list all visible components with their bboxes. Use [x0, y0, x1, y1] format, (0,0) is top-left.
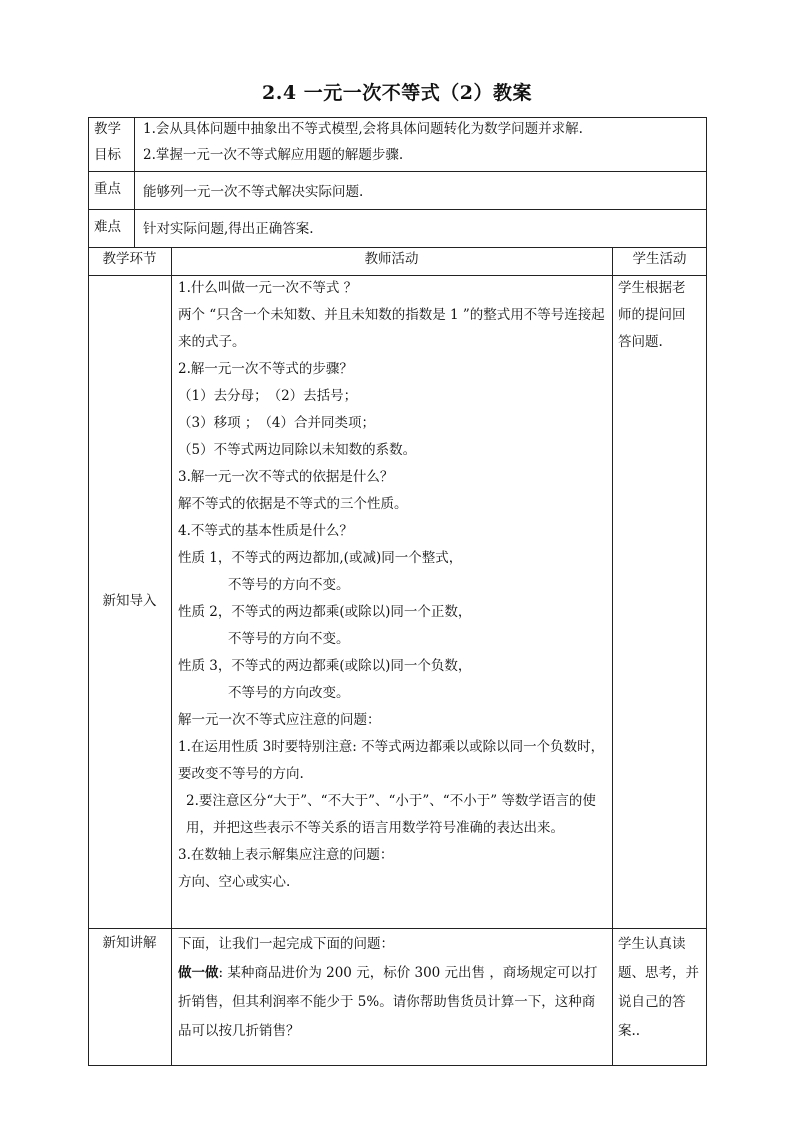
teacher-line: 2.要注意区分“大于”、“不大于”、“小于”、“不小于” 等数学语言的使用，并把这些表示不等关系的语言用数学符号准确的表达出来。: [186, 793, 596, 836]
student-line: 说自己的答: [618, 994, 686, 1010]
objectives-row-divider: [88, 171, 707, 172]
student-line: 题、思考，并: [618, 965, 699, 981]
teacher-line: 性质 1，不等式的两边都加,(或减)同一个整式，: [178, 550, 463, 566]
student-activity-intro: [618, 275, 704, 356]
try-label: 做一做: [178, 965, 219, 981]
student-line: 师的提问回: [618, 307, 686, 323]
difficulty-text: 针对实际问题,得出正确答案.: [143, 221, 314, 237]
teacher-line: 不等号的方向不变。: [228, 631, 350, 647]
stage-column-divider: [171, 248, 172, 1066]
difficulty-label: 难点: [94, 219, 121, 235]
teacher-line: 性质 2，不等式的两边都乘(或除以)同一个正数，: [178, 604, 472, 620]
document-title: 2.4 一元一次不等式（2）教案: [262, 82, 532, 104]
teacher-line: 方向、空心或实心.: [178, 874, 291, 890]
teacher-line: 性质 3，不等式的两边都乘(或除以)同一个负数，: [178, 658, 472, 674]
teacher-line: 两个 “只含一个未知数、并且未知数的指数是 1 ”的整式用不等号连接起来的式子。: [178, 307, 605, 350]
goal-label-1: 教学: [94, 121, 121, 137]
student-column-divider: [612, 248, 613, 1066]
teacher-line: 3.在数轴上表示解集应注意的问题：: [178, 847, 394, 863]
teacher-line: 1.在运用性质 3时要特别注意: 不等式两边都乘以或除以同一个负数时，要改变不等号的方向.: [178, 739, 605, 782]
key-label: 重点: [94, 181, 121, 197]
row-divider: [88, 928, 707, 929]
student-line: 学生认真读: [618, 936, 686, 952]
objectives-divider: [134, 117, 135, 248]
student-line: 学生根据老: [618, 280, 686, 296]
teacher-activity-explain: [178, 930, 608, 1046]
stage-explain: 新知讲解: [102, 935, 157, 951]
teacher-line: （5）不等式两边同除以未知数的系数。: [178, 442, 417, 458]
student-line: 案..: [618, 1023, 641, 1039]
header-stage: 教学环节: [102, 251, 157, 267]
teacher-activity-intro: [178, 275, 608, 896]
goal-label-2: 目标: [94, 147, 121, 163]
teacher-line: （3）移项 ； （4）合并同类项；: [178, 415, 375, 431]
goal-line-2: 2.掌握一元一次不等式解应用题的解题步骤.: [143, 147, 404, 163]
teacher-line: 4.不等式的基本性质是什么？: [178, 523, 353, 539]
header-teacher: 教师活动: [364, 251, 419, 267]
teacher-line: 不等号的方向改变。: [228, 685, 350, 701]
teacher-line: （1）去分母； （2）去括号；: [178, 388, 358, 404]
try-text: : 某种商品进价为 200 元，标价 300 元出售 ，商场规定可以打折销售，但其利润率不能少于 5%。请你帮助售货员计算一下，这种商品可以按几折销售？: [178, 965, 598, 1039]
teacher-line: 2.解一元一次不等式的步骤？: [178, 361, 353, 377]
student-activity-explain: [618, 930, 704, 1046]
teacher-line: 1.什么叫做一元一次不等式 ？: [178, 280, 358, 296]
student-line: 答问题.: [618, 334, 663, 350]
teacher-line: 解不等式的依据是不等式的三个性质。: [178, 496, 408, 512]
teacher-line: 3.解一元一次不等式的依据是什么？: [178, 469, 394, 485]
teacher-line: 解一元一次不等式应注意的问题：: [178, 712, 381, 728]
goal-line-1: 1.会从具体问题中抽象出不等式模型,会将具体问题转化为数学问题并求解.: [143, 121, 583, 137]
teacher-intro-line: 下面，让我们一起完成下面的问题：: [178, 936, 394, 952]
key-text: 能够列一元一次不等式解决实际问题.: [143, 184, 364, 200]
try-problem: [178, 959, 608, 1046]
teacher-line: 不等号的方向不变。: [228, 577, 350, 593]
objectives-row-divider: [88, 209, 707, 210]
header-student: 学生活动: [632, 251, 687, 267]
stage-intro: 新知导入: [102, 593, 157, 609]
